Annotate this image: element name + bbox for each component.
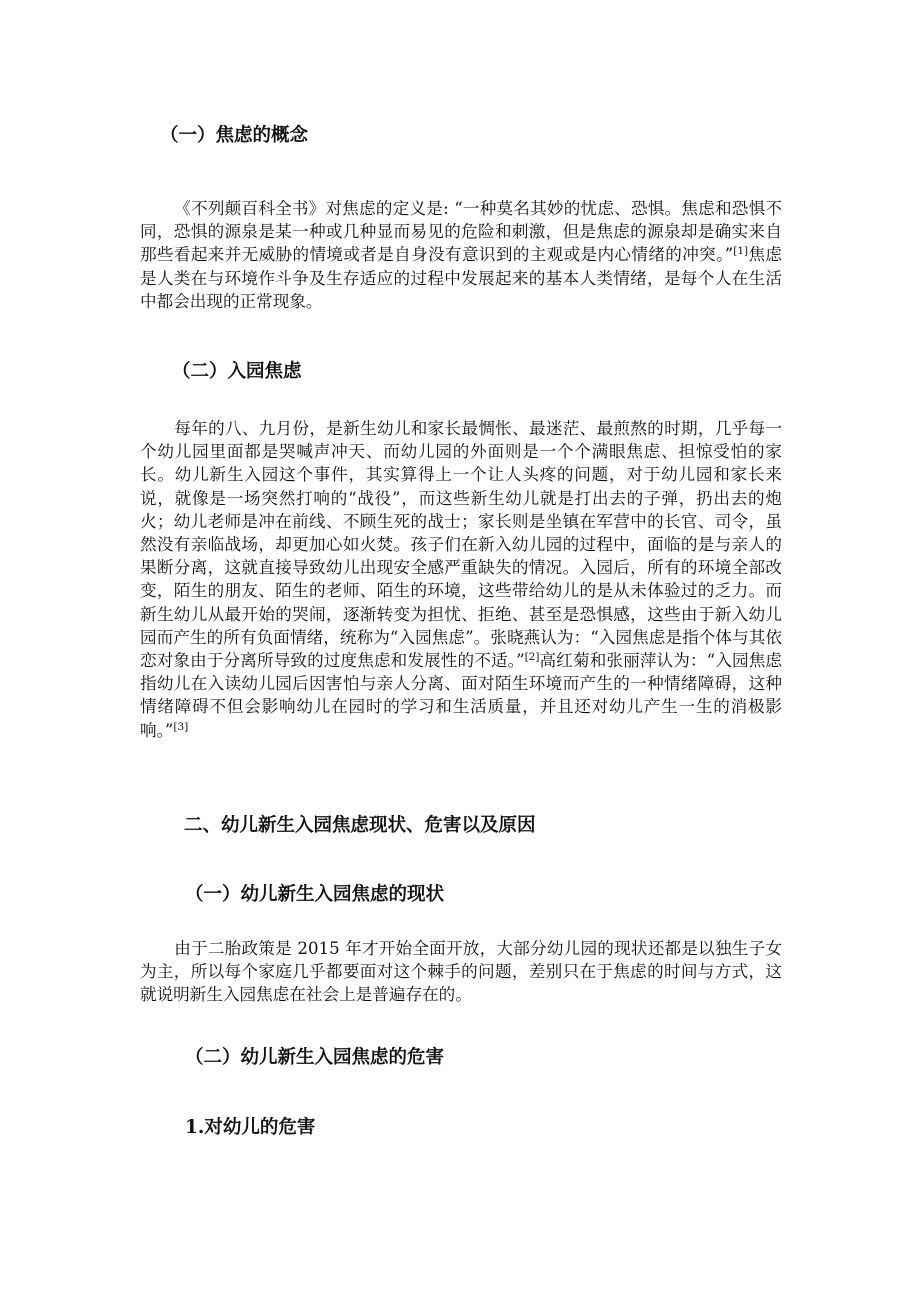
section-heading-anxiety-concept: （一）焦虑的概念 xyxy=(160,125,309,146)
section-heading-status: （一）幼儿新生入园焦虑的现状 xyxy=(185,884,445,905)
subsection-heading-harm-to-children: 1.对幼儿的危害 xyxy=(185,1117,316,1138)
paragraph-status xyxy=(140,937,782,1007)
section-heading-harm: （二）幼儿新生入园焦虑的危害 xyxy=(185,1047,445,1068)
paragraph-entry-anxiety xyxy=(140,417,782,742)
paragraph-anxiety-concept xyxy=(140,197,782,313)
paragraph-text: 每年的八、九月份，是新生幼儿和家长最惆怅、最迷茫、最煎熬的时期，几乎每一个幼儿园里面都是哭喊声冲天、而幼儿园的外面则是一个个满眼焦虑、担惊受怕的家长。幼儿新生入园这个事件，其实算得上一个让人头疼的问题，对于幼儿园和家长来说，就像是一场突然打响的“战役”，而这些新生幼儿就是打出去的子弹，扔出去的炮火；幼儿老师是冲在前线、不顾生死的战士；家长则是坐镇在军营中的长官、司令，虽然没有亲临战场，却更加心如火焚。孩子们在新入幼儿园的过程中，面临的是与亲人的果断分离，这就直接导致幼儿出现安全感严重缺失的情况。入园后，所有的环境全部改变，陌生的朋友、陌生的老师、陌生的环境，这些带给幼儿的是从未体验过的乏力。而新生幼儿从最开始的哭闹，逐渐转变为担忧、拒绝、甚至是恐惧感，这些由于新入幼儿园而产生的所有负面情绪，统称为“入园焦虑”。张晓燕认为：“入园焦虑是指个体与其依恋对象由于分离所导致的过度焦虑和发展性的不适。” xyxy=(140,419,782,671)
paragraph-text: 高红菊和张丽萍认为：“入园焦虑指幼儿在入读幼儿园后因害怕与亲人分离、面对陌生环境而产生的一种情绪障碍，这种情绪障碍不但会影响幼儿在园时的学习和生活质量，并且还对幼儿产生一生的消极影响。” xyxy=(140,651,783,740)
citation-ref: [1] xyxy=(733,245,749,258)
citation-ref: [2] xyxy=(524,651,540,664)
paragraph-text: 由于二胎政策是 2015 年才开始全面开放，大部分幼儿园的现状还都是以独生子女为主，所以每个家庭几乎都要面对这个棘手的问题，差别只在于焦虑的时间与方式，这就说明新生入园焦虑在社会上是普遍存在的。 xyxy=(140,939,782,1005)
paragraph-text: 《不列颠百科全书》对焦虑的定义是: “一种莫名其妙的忧虑、恐惧。焦虑和恐惧不同，恐惧的源泉是某一种或几种显而易见的危险和刺激，但是焦虑的源泉却是确实来自那些看起来并无威胁的情境或者是自身没有意识到的主观或是内心情绪的冲突。” xyxy=(140,199,782,265)
chapter-heading-status-harm-causes: 二、幼儿新生入园焦虑现状、危害以及原因 xyxy=(184,815,536,836)
citation-ref: [3] xyxy=(173,720,189,733)
paragraph-text: 焦虑是人类在与环境作斗争及生存适应的过程中发展起来的基本人类情绪，是每个人在生活中都会出现的正常现象。 xyxy=(140,245,782,311)
section-heading-entry-anxiety: （二）入园焦虑 xyxy=(172,361,302,382)
